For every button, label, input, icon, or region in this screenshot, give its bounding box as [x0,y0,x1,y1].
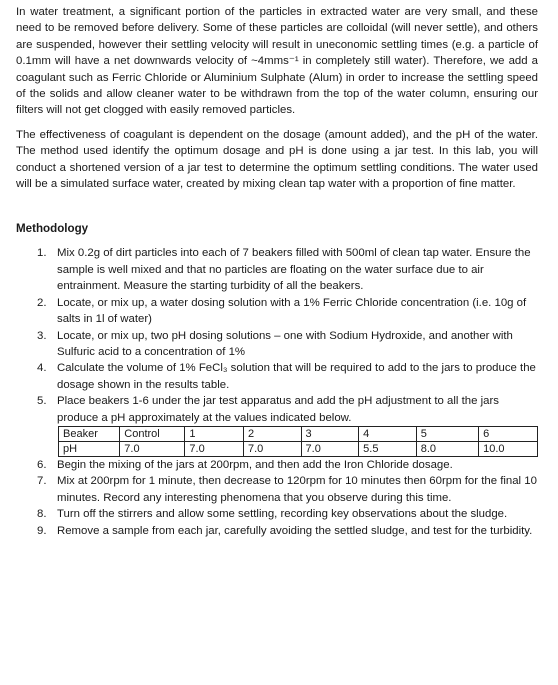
table-cell: 5.5 [359,441,417,456]
ph-table [58,426,538,457]
step-text: Mix at 200rpm for 1 minute, then decrease to 120rpm for 10 minutes then 60rpm for the final 10 minutes. Record any interesting phenomena that you observe during this time. [57,475,537,504]
step-text: Turn off the stirrers and allow some settling, recording key observations about the sludge. [57,508,508,521]
step-text: Calculate the volume of 1% FeCl₃ solution that will be required to add to the jars to produce the dosage shown in the results table. [57,362,536,391]
document-page [16,4,538,539]
step-text: Mix 0.2g of dirt particles into each of 7 beakers filled with 500ml of clean tap water. Ensure the sample is well mixed and that no particles are floating on the water surface due to air entrainment. Measure the starting turbidity of all the beakers. [57,247,531,293]
step-9 [37,523,538,539]
step-text: Locate, or mix up, two pH dosing solutions – one with Sodium Hydroxide, and another with Sulfuric acid to a concentration of 1% [57,329,513,358]
step-number: 2. [37,296,47,309]
table-cell: 6 [479,426,538,441]
table-cell: 8.0 [416,441,478,456]
step-8 [37,506,538,522]
table-cell: Control [120,426,185,441]
step-number: 6. [37,458,47,471]
table-cell: 3 [301,426,359,441]
step-number: 4. [37,362,47,375]
step-number: 8. [37,508,47,521]
table-row [59,441,538,456]
step-2 [37,295,538,328]
intro-paragraph-2: The effectiveness of coagulant is dependent on the dosage (amount added), and the pH of the water. The method used identify the optimum dosage and pH is done using a jar test. In this lab, you will conduct a shortened version of a jar test to determine the optimum settling conditions. The water used will be a simulated surface water, created by mixing clean tap water with a proportion of fine matter. [16,128,538,191]
table-cell: 2 [243,426,301,441]
step-number: 7. [37,475,47,488]
step-text: Locate, or mix up, a water dosing solution with a 1% Ferric Chloride concentration (i.e. 10g of salts in 1l of water) [57,296,527,326]
step-number: 3. [37,329,47,342]
methodology-steps [16,245,538,539]
table-header-row [59,426,538,441]
step-text: Place beakers 1-6 under the jar test apparatus and add the pH adjustment to all the jars produce a pH approximately at the values indicated below. [57,395,499,424]
step-number: 5. [37,395,47,408]
table-cell: 7.0 [120,441,185,456]
table-cell: 7.0 [185,441,244,456]
step-text: Remove a sample from each jar, carefully avoiding the settled sludge, and test for the turbidity. [57,524,533,537]
step-4 [37,360,538,393]
step-7 [37,473,538,506]
methodology-heading: Methodology [16,222,89,236]
table-cell: Beaker [59,426,120,441]
step-number: 1. [37,247,47,260]
table-cell: 4 [359,426,417,441]
table-cell: 10.0 [479,441,538,456]
table-cell: 5 [416,426,478,441]
table-cell: pH [59,441,120,456]
step-5 [37,393,538,457]
table-cell: 1 [185,426,244,441]
step-text: Begin the mixing of the jars at 200rpm, and then add the Iron Chloride dosage. [57,458,453,471]
step-6 [37,457,538,473]
table-cell: 7.0 [243,441,301,456]
step-number: 9. [37,524,47,537]
step-1 [37,245,538,294]
table-cell: 7.0 [301,441,359,456]
step-3 [37,328,538,361]
intro-paragraph-1: In water treatment, a significant portion of the particles in extracted water are very small, and these need to be removed before delivery. Some of these particles are colloidal (will never settle), and others are suspended, however their settling velocity will result in uneconomic settling times (e.g. a particle of 0.1mm will have a net downwards velocity of ~4mms⁻¹ in completely still water). Therefore, we add a coagulant such as Ferric Chloride or Aluminium Sulphate (Alum) in order to increase the settling speed of the solids and allow cleaner water to be withdrawn from the top of the water column, ensuring our filters will not get clogged with easily removed particles. [16,6,538,117]
